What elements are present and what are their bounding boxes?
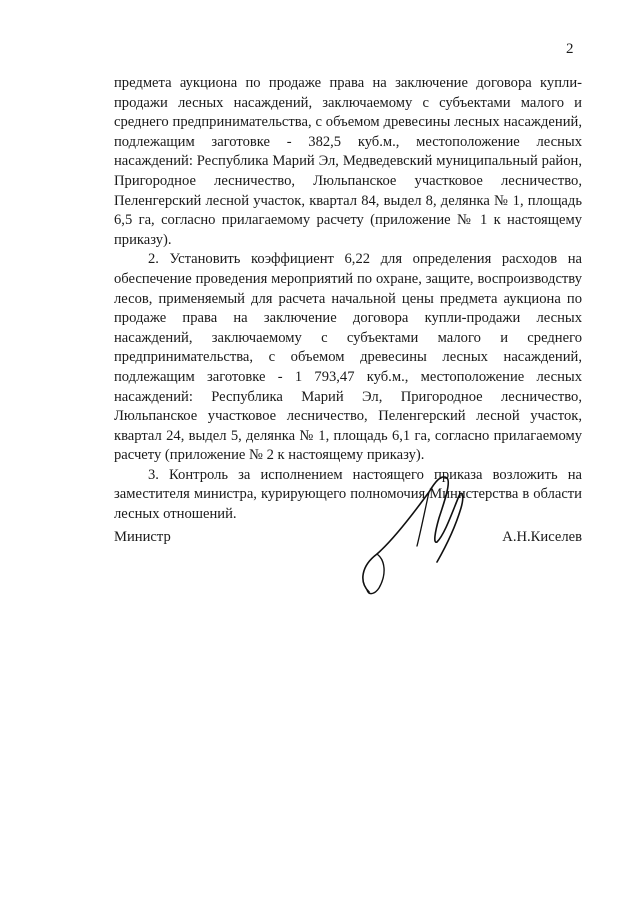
handwritten-signature [355,470,475,600]
paragraph-item-2: 2. Установить коэффициент 6,22 для определения расходов на обеспечение проведения мероприятий по охране, защите, воспроизводству лесов, применяемый для расчета начальной цены предмета аукциона по продаже права на заключение договора купли-продажи лесных насаждений, заключаемому с субъектами малого и среднего предпринимательства, с объемом древесины лесных насаждений, подлежащим заготовке - 1 793,47 куб.м., местоположение лесных насаждений: Республика Марий Эл, Пригородное лесничество, Люльпанское участковое лесничество, Пеленгерский лесной участок, квартал 24, выдел 5, делянка № 1, площадь 6,1 га, согласно прилагаемому расчету (приложение № 2 к настоящему приказу). [114,251,582,464]
page-number: 2 [566,41,574,57]
signatory-name: А.Н.Киселев [502,529,582,545]
signature-block [114,528,582,548]
paragraph-continuation: предмета аукциона по продаже права на заключение договора купли-продажи лесных насаждений, заключаемому с субъектами малого и среднего предпринимательства, с объемом древесины лесных насаждений, подлежащим заготовке - 382,5 куб.м., местоположение лесных насаждений: Республика Марий Эл, Медведевский муниципальный район, Пригородное лесничество, Люльпанское участковое лесничество, Пеленгерский лесной участок, квартал 84, выдел 8, делянка № 1, площадь 6,5 га, согласно прилагаемому расчету (приложение № 1 к настоящему приказу). [114,75,582,248]
paragraph-item-3: 3. Контроль за исполнением настоящего приказа возложить на заместителя министра, курирующего полномочия Министерства в области лесных отношений. [114,466,582,523]
signatory-title: Министр [114,529,171,545]
document-body [114,74,582,525]
